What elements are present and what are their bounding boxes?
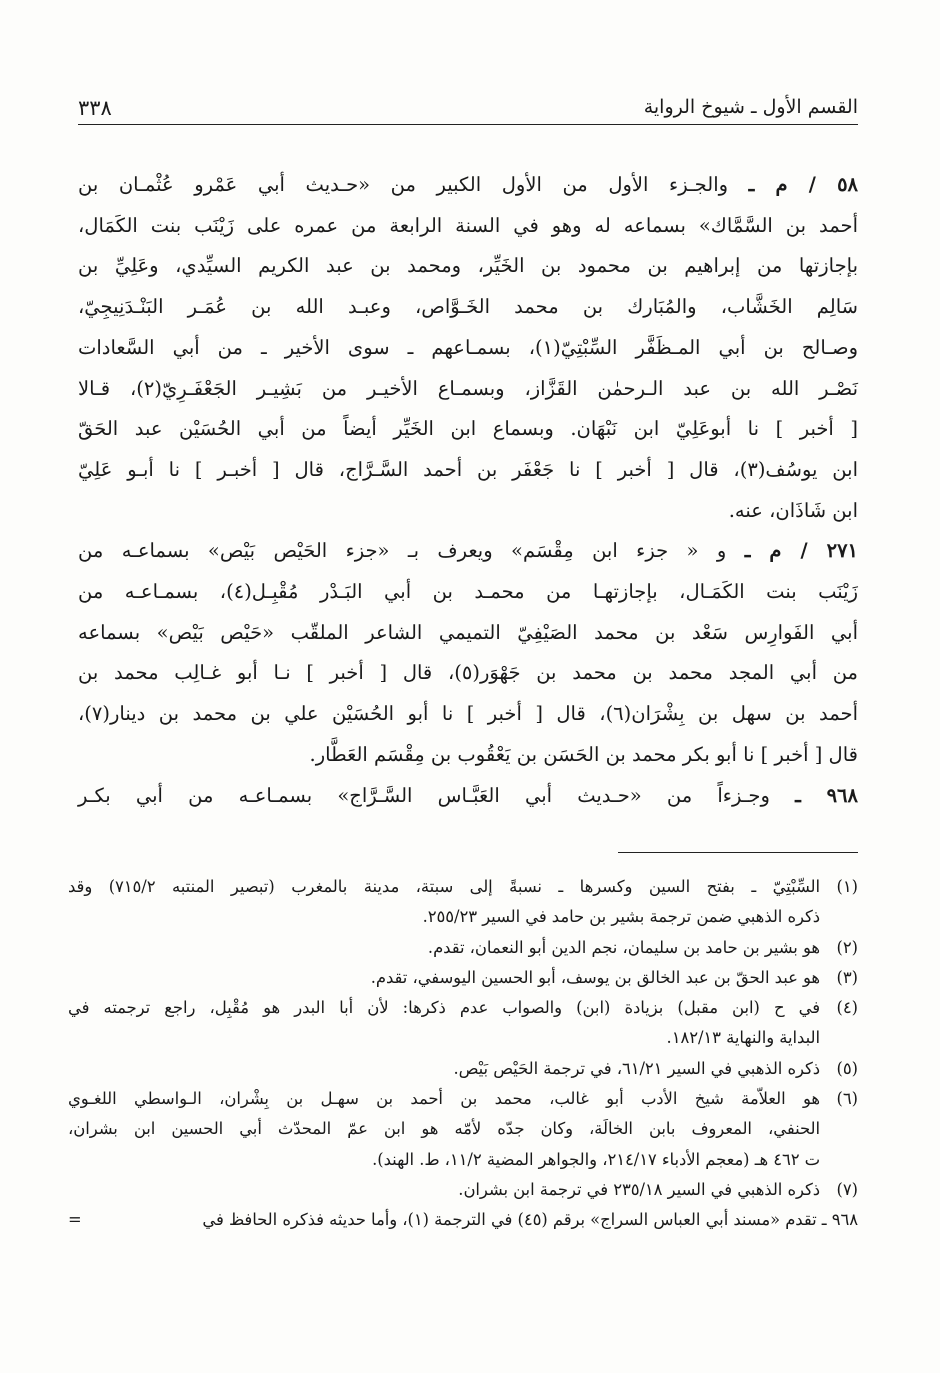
footnote-1-cont — [68, 902, 858, 932]
continuation-mark: = — [68, 1210, 82, 1230]
entry-271-line-6: قال [ أخبر ] نا أبو بكر محمد بن الحَسَن بن يَعْقُوب بن مِقْسَم العَطَّار. — [309, 742, 858, 766]
entry-271-line-2: زَيْنَب بنت الكَمَـال، بإجازتهـا من محمـد بن أبي البَـدْر مُقْبِـل(٤)، بسمـاعـه من — [78, 580, 858, 604]
entry-58-line-3: بإجازتها من إبراهيم بن محمود بن الخَيِّر، ومحمد بن عبد الكريم السيِّدي، وعَلِيِّ بن — [78, 254, 858, 278]
page-number: ٣٣٨ — [78, 96, 112, 120]
entry-271-line-4: من أبي المجد محمد بن محمد بن جَهْوَر(٥)، قال [ أخبر ] نـا أبو غـالِب محمد بن — [78, 661, 858, 685]
footnote-number: (٣) — [836, 967, 858, 987]
footnote-text: ذكره الذهبي في السير ٦١/٢١، في ترجمة الحَيْص بَيْص. — [453, 1058, 820, 1078]
footnote-number: (٢) — [836, 937, 858, 957]
footnote-number: (٧) — [836, 1179, 858, 1199]
footnotes — [68, 872, 858, 1236]
entry-58-line-8: ابن يوسُف(٣)، قال [ أخبر ] نا جَعْفَر بن أحمد السَّـرَّاج، قال [ أخبـر ] نا أبـو عَلِيّ — [78, 457, 859, 481]
continuation-text: ٩٦٨ ـ تقدم «مسند أبي العباس السراج» برقم (٤٥) في الترجمة (١)، وأما حديثه فذكره الحافظ في — [202, 1210, 858, 1230]
footnote-number: (٦) — [836, 1089, 858, 1109]
footnote-6-cont — [68, 1145, 858, 1175]
footnote-4-cont — [68, 1023, 858, 1053]
footnote-3 — [68, 963, 858, 993]
footnote-text: في ح (ابن مقبل) بزيادة (ابن) والصواب عدم ذكرها: لأن أبا البدر هو مُقْبِل، راجع ترجمته في — [68, 998, 820, 1018]
footnote-text: هو بشير بن حامد بن سليمان، نجم الدين أبو النعمان، تقدم. — [427, 937, 820, 957]
entry-58-line-2: أحمد بن السَّمَّاك» بسماعه له وهو في السنة الرابعة من عمره على زَيْنَب بنت الكَمَال، — [78, 213, 858, 237]
entry-271-line-3: أبي الفَوارِس سَعْد بن محمد الصَيْفِيّ التميمي الشاعر الملقّب «حَيْص بَيْص» بسماعه — [78, 620, 858, 644]
footnote-2 — [68, 933, 858, 963]
footnote-number: (٤) — [836, 998, 858, 1018]
page-header — [78, 88, 858, 125]
footnote-7 — [68, 1175, 858, 1205]
footnote-separator — [618, 852, 858, 853]
continuation-note — [68, 1205, 858, 1235]
entry-271-line-5: أحمد بن سهل بن بِشْرَان(٦)، قال [ أخبر ] نا أبو الحُسَيْن علي بن محمد بن دينار(٧)، — [78, 702, 858, 726]
running-title: القسم الأول ـ شيوخ الرواية — [643, 96, 858, 118]
entry-number: ٥٨ / م ـ — [748, 173, 859, 196]
footnote-text: البداية والنهاية ١٨٢/١٣. — [666, 1028, 820, 1048]
entry-number: ٢٧١ / م ـ — [744, 539, 859, 563]
entry-58-line-6: نَصْـر الله بن عبد الـرحمٰن القَزَّاز، وبسمـاع الأخيـر من بَشِيـر الجَعْفَـرِيّ(٢)، قـالا — [78, 376, 858, 400]
footnote-text: ت ٤٦٢ هـ (معجم الأدباء ٢١٤/١٧، والجواهر المضية ١١/٢، ط. الهند). — [372, 1149, 820, 1169]
entry-58-line-5: وصـالح بن أبي المـظَفَّر السِّبْتِيّ(١)، بسمـاعهم ـ سوى الأخير ـ من أبي السَّعادات — [78, 335, 858, 359]
footnote-text: السِّبْتِيّ ـ بفتح السين وكسرها ـ نسبةً إلى سبتة، مدينة بالمغرب (تبصير المنتبه ٧١٥/٢) وقد — [68, 877, 820, 896]
footnote-text: ذكره الذهبي ضمن ترجمة بشير بن حامد في السير ٢٥٥/٢٣. — [422, 907, 820, 927]
footnote-text: هو العلاّمة شيخ الأدب أبو غالب، محمد بن أحمد بن سهـل بن بِشْران، الـواسطي اللغـوي — [68, 1089, 820, 1109]
footnote-6 — [68, 1084, 858, 1114]
footnote-4 — [68, 993, 858, 1023]
entry-968-line-1: ٩٦٨ ـ وجـزءاً من «حـديث أبي العَبَّـاس السَّـرَّاج» بسمـاعـه من أبي بكـر — [78, 783, 858, 807]
footnote-6-cont — [68, 1114, 858, 1144]
footnote-text: الحنفي، المعروف بابن الخالَة، وكان جدّه لأمّه هو ابن عمّ المحدّث أبي الحسين ابن بشران، — [68, 1119, 820, 1139]
footnote-1 — [68, 872, 858, 902]
entry-58-line-1: ٥٨ / م ـ والجـزء الأول من الأول الكبير من «حـديث أبي عَمْرو عُثْمـان بن — [78, 173, 859, 196]
entry-58-line-7: [ أخبر ] نا أبوعَلِيّ ابن نَبْهَان. وبسماع ابن الخَيِّر أيضاً من أبي الحُسَيْن عبد الحَقّ — [78, 417, 858, 441]
entry-number: ٩٦٨ ـ — [795, 783, 858, 807]
main-text — [78, 165, 858, 816]
footnote-text: هو عبد الحقّ بن عبد الخالق بن يوسف، أبو الحسين اليوسفي، تقدم. — [370, 967, 820, 987]
entry-271-line-1: ٢٧١ / م ـ و « جزء ابن مِقْسَم» ويعرف بـ «جزء الحَيْص بَيْص» بسماعـه من — [78, 539, 859, 563]
footnote-number: (٥) — [836, 1058, 858, 1078]
footnote-5 — [68, 1054, 858, 1084]
entry-58-line-4: سَالِم الخَشَّاب، والمُبَارك بن محمد الخَـوَّاص، وعبـد الله بن عُمَـر البَنْـدَنِيجِيّ، — [78, 295, 858, 319]
footnote-number: (١) — [836, 877, 858, 896]
entry-58-line-9: ابن شَاذَان، عنه. — [728, 498, 858, 522]
footnote-text: ذكره الذهبي في السير ٢٣٥/١٨ في ترجمة ابن بشران. — [458, 1179, 820, 1199]
